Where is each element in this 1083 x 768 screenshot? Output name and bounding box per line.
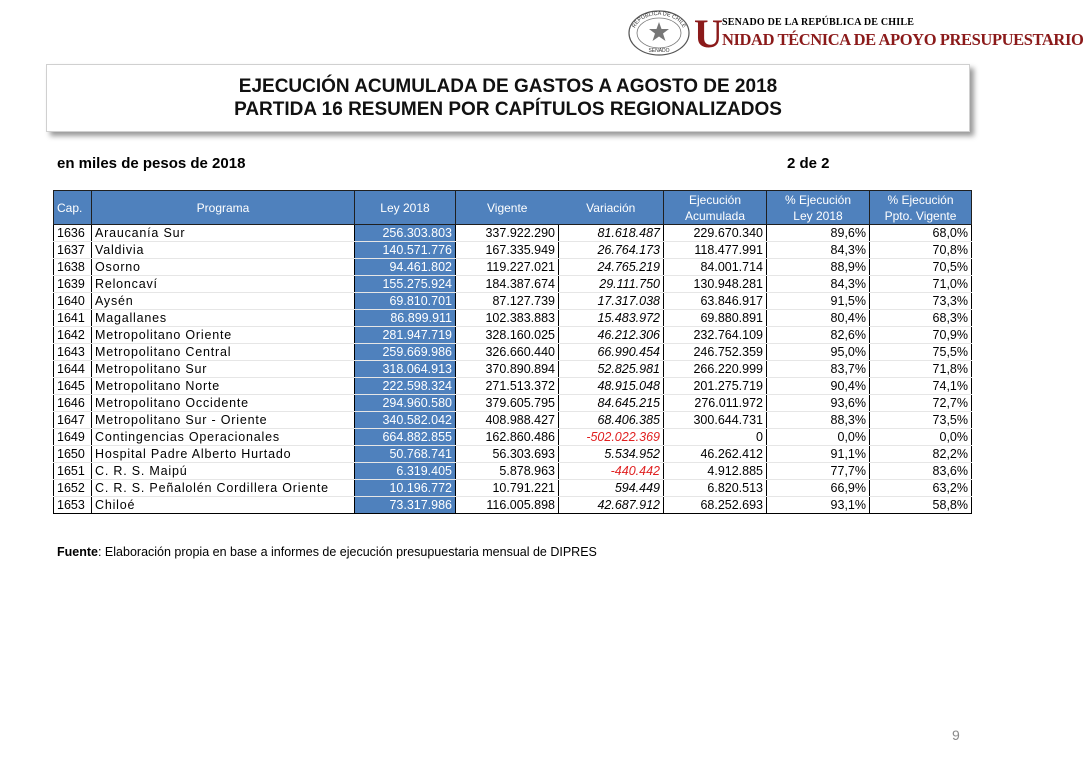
cell-cap: 1650	[54, 446, 92, 463]
cell-programa: Metropolitano Norte	[92, 378, 355, 395]
cell-ley: 73.317.986	[355, 497, 456, 514]
header-vigente: Vigente	[456, 191, 559, 225]
title-line-1: EJECUCIÓN ACUMULADA DE GASTOS A AGOSTO DE 2018	[238, 76, 778, 97]
logo-initial: U	[694, 11, 723, 56]
seal-bottom-text: SENADO	[648, 48, 670, 54]
cell-vigente: 162.860.486	[456, 429, 559, 446]
cell-variacion: 15.483.972	[559, 310, 664, 327]
cell-cap: 1643	[54, 344, 92, 361]
cell-cap: 1639	[54, 276, 92, 293]
senado-seal-logo	[628, 10, 690, 56]
cell-ejecucion: 276.011.972	[664, 395, 767, 412]
cell-pct-vigente: 68,0%	[870, 225, 972, 242]
cell-variacion: 84.645.215	[559, 395, 664, 412]
cell-vigente: 337.922.290	[456, 225, 559, 242]
cell-cap: 1642	[54, 327, 92, 344]
cell-ley: 50.768.741	[355, 446, 456, 463]
cell-ejecucion: 130.948.281	[664, 276, 767, 293]
seal-top-text: REPÚBLICA DE CHILE	[631, 10, 687, 30]
table-row	[54, 310, 972, 327]
cell-pct-vigente: 71,0%	[870, 276, 972, 293]
cell-vigente: 326.660.440	[456, 344, 559, 361]
table-row	[54, 327, 972, 344]
header-ley: Ley 2018	[355, 191, 456, 225]
cell-pct-vigente: 70,5%	[870, 259, 972, 276]
cell-variacion: 46.212.306	[559, 327, 664, 344]
cell-ejecucion: 4.912.885	[664, 463, 767, 480]
cell-cap: 1649	[54, 429, 92, 446]
cell-ejecucion: 266.220.999	[664, 361, 767, 378]
cell-vigente: 370.890.894	[456, 361, 559, 378]
cell-cap: 1638	[54, 259, 92, 276]
cell-pct-ley: 95,0%	[767, 344, 870, 361]
table-row	[54, 276, 972, 293]
cell-programa: Metropolitano Sur	[92, 361, 355, 378]
cell-pct-vigente: 0,0%	[870, 429, 972, 446]
cell-variacion: 48.915.048	[559, 378, 664, 395]
cell-cap: 1646	[54, 395, 92, 412]
cell-ejecucion: 68.252.693	[664, 497, 767, 514]
cell-ley: 140.571.776	[355, 242, 456, 259]
page-number: 9	[952, 727, 960, 743]
table-row	[54, 463, 972, 480]
header-pct-vig-l1: % Ejecución	[887, 192, 954, 207]
table-row	[54, 497, 972, 514]
cell-programa: C. R. S. Peñalolén Cordillera Oriente	[92, 480, 355, 497]
cell-ley: 6.319.405	[355, 463, 456, 480]
cell-pct-ley: 0,0%	[767, 429, 870, 446]
header-pct-ley	[767, 191, 870, 225]
cell-cap: 1645	[54, 378, 92, 395]
cell-variacion: -440.442	[559, 463, 664, 480]
cell-pct-ley: 91,5%	[767, 293, 870, 310]
source-text: : Elaboración propia en base a informes de ejecución presupuestaria mensual de DIPRES	[97, 545, 597, 559]
cell-ley: 222.598.324	[355, 378, 456, 395]
table-header-row	[54, 191, 972, 225]
cell-programa: Osorno	[92, 259, 355, 276]
cell-pct-vigente: 74,1%	[870, 378, 972, 395]
source-note	[57, 545, 597, 559]
table-body	[54, 225, 972, 514]
cell-vigente: 184.387.674	[456, 276, 559, 293]
cell-vigente: 116.005.898	[456, 497, 559, 514]
header-variacion: Variación	[559, 191, 664, 225]
budget-table	[53, 190, 972, 514]
cell-ejecucion: 63.846.917	[664, 293, 767, 310]
header-cap: Cap.	[54, 191, 92, 225]
cell-vigente: 119.227.021	[456, 259, 559, 276]
cell-vigente: 56.303.693	[456, 446, 559, 463]
cell-pct-ley: 88,9%	[767, 259, 870, 276]
cell-variacion: -502.022.369	[559, 429, 664, 446]
header-pct-vig-l2: Ppto. Vigente	[884, 208, 957, 223]
source-label: Fuente	[57, 545, 98, 559]
cell-variacion: 42.687.912	[559, 497, 664, 514]
cell-cap: 1652	[54, 480, 92, 497]
header-pct-vigente	[870, 191, 972, 225]
cell-pct-vigente: 72,7%	[870, 395, 972, 412]
cell-programa: Hospital Padre Alberto Hurtado	[92, 446, 355, 463]
cell-ley: 86.899.911	[355, 310, 456, 327]
cell-pct-ley: 77,7%	[767, 463, 870, 480]
cell-programa: Metropolitano Central	[92, 344, 355, 361]
title-line-2: PARTIDA 16 RESUMEN POR CAPÍTULOS REGIONALIZADOS	[234, 99, 782, 120]
cell-pct-ley: 91,1%	[767, 446, 870, 463]
cell-pct-vigente: 70,9%	[870, 327, 972, 344]
cell-programa: Chiloé	[92, 497, 355, 514]
header-ejecucion-l2: Acumulada	[684, 208, 746, 223]
cell-variacion: 52.825.981	[559, 361, 664, 378]
table-row	[54, 395, 972, 412]
cell-pct-vigente: 83,6%	[870, 463, 972, 480]
cell-vigente: 328.160.025	[456, 327, 559, 344]
cell-vigente: 5.878.963	[456, 463, 559, 480]
cell-ley: 256.303.803	[355, 225, 456, 242]
cell-ley: 259.669.986	[355, 344, 456, 361]
cell-ejecucion: 201.275.719	[664, 378, 767, 395]
cell-pct-ley: 80,4%	[767, 310, 870, 327]
cell-ley: 664.882.855	[355, 429, 456, 446]
cell-programa: Metropolitano Sur - Oriente	[92, 412, 355, 429]
table-row	[54, 446, 972, 463]
cell-ejecucion: 0	[664, 429, 767, 446]
cell-ejecucion: 84.001.714	[664, 259, 767, 276]
table-row	[54, 378, 972, 395]
cell-variacion: 66.990.454	[559, 344, 664, 361]
cell-programa: Valdivia	[92, 242, 355, 259]
cell-cap: 1653	[54, 497, 92, 514]
cell-pct-vigente: 68,3%	[870, 310, 972, 327]
cell-variacion: 594.449	[559, 480, 664, 497]
cell-pct-ley: 89,6%	[767, 225, 870, 242]
cell-vigente: 167.335.949	[456, 242, 559, 259]
cell-pct-ley: 66,9%	[767, 480, 870, 497]
cell-pct-ley: 93,6%	[767, 395, 870, 412]
cell-cap: 1640	[54, 293, 92, 310]
cell-cap: 1636	[54, 225, 92, 242]
cell-pct-vigente: 71,8%	[870, 361, 972, 378]
cell-pct-vigente: 73,3%	[870, 293, 972, 310]
cell-variacion: 24.765.219	[559, 259, 664, 276]
cell-cap: 1637	[54, 242, 92, 259]
cell-cap: 1641	[54, 310, 92, 327]
cell-variacion: 26.764.173	[559, 242, 664, 259]
cell-ejecucion: 246.752.359	[664, 344, 767, 361]
logo-senado-line: SENADO DE LA REPÚBLICA DE CHILE	[722, 17, 915, 28]
cell-cap: 1651	[54, 463, 92, 480]
cell-programa: Metropolitano Occidente	[92, 395, 355, 412]
cell-pct-vigente: 63,2%	[870, 480, 972, 497]
cell-ejecucion: 46.262.412	[664, 446, 767, 463]
cell-programa: Reloncaví	[92, 276, 355, 293]
cell-ley: 10.196.772	[355, 480, 456, 497]
cell-programa: Araucanía Sur	[92, 225, 355, 242]
cell-ejecucion: 232.764.109	[664, 327, 767, 344]
header-programa: Programa	[92, 191, 355, 225]
cell-pct-vigente: 73,5%	[870, 412, 972, 429]
cell-pct-ley: 84,3%	[767, 242, 870, 259]
cell-cap: 1647	[54, 412, 92, 429]
cell-variacion: 68.406.385	[559, 412, 664, 429]
logo-unit-line: NIDAD TÉCNICA DE APOYO PRESUPUESTARIO	[722, 30, 1083, 49]
cell-ejecucion: 118.477.991	[664, 242, 767, 259]
table-row	[54, 242, 972, 259]
cell-variacion: 5.534.952	[559, 446, 664, 463]
cell-vigente: 102.383.883	[456, 310, 559, 327]
cell-vigente: 87.127.739	[456, 293, 559, 310]
header-pct-ley-l1: % Ejecución	[784, 192, 852, 207]
header-pct-ley-l2: Ley 2018	[793, 208, 843, 223]
cell-vigente: 408.988.427	[456, 412, 559, 429]
cell-ejecucion: 69.880.891	[664, 310, 767, 327]
cell-pct-vigente: 75,5%	[870, 344, 972, 361]
table-row	[54, 429, 972, 446]
page-indicator: 2 de 2	[787, 155, 830, 172]
cell-ley: 281.947.719	[355, 327, 456, 344]
header-ejecucion	[664, 191, 767, 225]
cell-ley: 69.810.701	[355, 293, 456, 310]
cell-ley: 94.461.802	[355, 259, 456, 276]
cell-cap: 1644	[54, 361, 92, 378]
header-ejecucion-l1: Ejecución	[688, 192, 742, 207]
cell-pct-ley: 82,6%	[767, 327, 870, 344]
cell-programa: Aysén	[92, 293, 355, 310]
cell-ley: 318.064.913	[355, 361, 456, 378]
table-row	[54, 293, 972, 310]
units-label: en miles de pesos de 2018	[57, 155, 246, 172]
cell-ley: 155.275.924	[355, 276, 456, 293]
cell-ejecucion: 6.820.513	[664, 480, 767, 497]
cell-vigente: 10.791.221	[456, 480, 559, 497]
cell-programa: Magallanes	[92, 310, 355, 327]
table-row	[54, 480, 972, 497]
table-row	[54, 344, 972, 361]
table-row	[54, 412, 972, 429]
cell-ley: 294.960.580	[355, 395, 456, 412]
cell-programa: C. R. S. Maipú	[92, 463, 355, 480]
cell-ley: 340.582.042	[355, 412, 456, 429]
cell-pct-ley: 93,1%	[767, 497, 870, 514]
cell-pct-ley: 88,3%	[767, 412, 870, 429]
cell-pct-ley: 83,7%	[767, 361, 870, 378]
cell-variacion: 17.317.038	[559, 293, 664, 310]
table-row	[54, 259, 972, 276]
cell-pct-ley: 84,3%	[767, 276, 870, 293]
cell-ejecucion: 229.670.340	[664, 225, 767, 242]
title-box	[46, 64, 970, 132]
cell-pct-ley: 90,4%	[767, 378, 870, 395]
cell-programa: Contingencias Operacionales	[92, 429, 355, 446]
cell-pct-vigente: 58,8%	[870, 497, 972, 514]
cell-vigente: 379.605.795	[456, 395, 559, 412]
cell-ejecucion: 300.644.731	[664, 412, 767, 429]
table-row	[54, 225, 972, 242]
cell-variacion: 81.618.487	[559, 225, 664, 242]
cell-variacion: 29.111.750	[559, 276, 664, 293]
cell-pct-vigente: 70,8%	[870, 242, 972, 259]
cell-pct-vigente: 82,2%	[870, 446, 972, 463]
cell-vigente: 271.513.372	[456, 378, 559, 395]
cell-programa: Metropolitano Oriente	[92, 327, 355, 344]
table-row	[54, 361, 972, 378]
